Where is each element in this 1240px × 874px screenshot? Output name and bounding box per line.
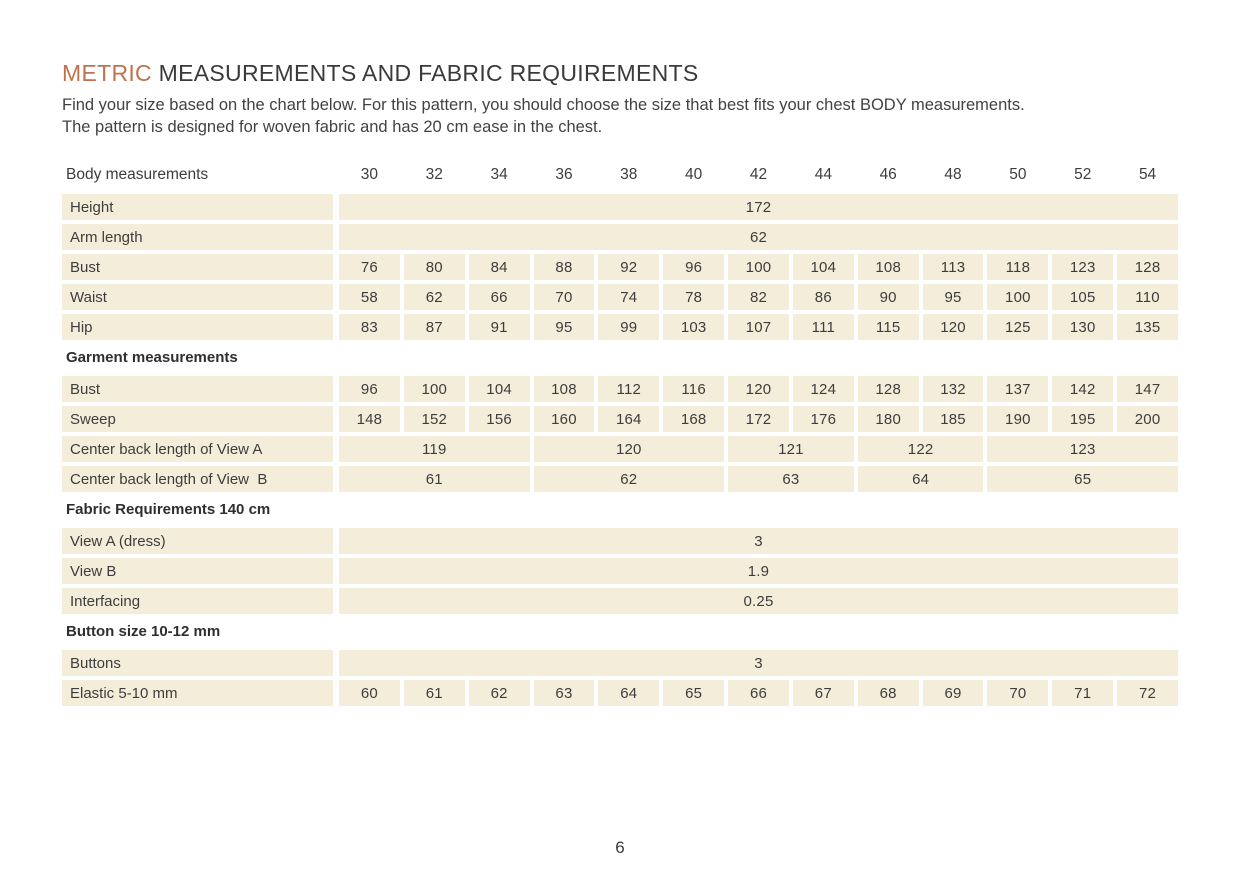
value-cell: 120 (728, 376, 789, 402)
value-cell: 176 (793, 406, 854, 432)
value-cell: 104 (469, 376, 530, 402)
value-cell: 113 (923, 254, 984, 280)
value-cell: 103 (663, 314, 724, 340)
value-cell: 90 (858, 284, 919, 310)
table-row (62, 558, 1178, 584)
value-cell: 69 (923, 680, 984, 706)
value-cell: 180 (858, 406, 919, 432)
value-cell: 83 (339, 314, 400, 340)
value-cell: 100 (404, 376, 465, 402)
value-cell: 120 (923, 314, 984, 340)
table-row (62, 528, 1178, 554)
value-cell: 116 (663, 376, 724, 402)
row-label: Bust (62, 254, 333, 280)
table-row (62, 680, 1178, 706)
value-cell: 164 (598, 406, 659, 432)
value-cell: 135 (1117, 314, 1178, 340)
size-column-header: 52 (1074, 166, 1092, 183)
row-label: Sweep (62, 406, 333, 432)
value-cell: 195 (1052, 406, 1113, 432)
value-cell: 3 (339, 650, 1178, 676)
value-cell: 160 (534, 406, 595, 432)
table-header-row (62, 164, 1178, 186)
value-cell: 168 (663, 406, 724, 432)
row-label: Buttons (62, 650, 333, 676)
row-label: Hip (62, 314, 333, 340)
page-content (62, 58, 1178, 710)
value-cell: 95 (534, 314, 595, 340)
page-number: 6 (615, 838, 625, 857)
row-label: View B (62, 558, 333, 584)
table-row (62, 284, 1178, 310)
value-cell: 108 (534, 376, 595, 402)
value-cell: 3 (339, 528, 1178, 554)
value-cell: 172 (728, 406, 789, 432)
value-cell: 62 (534, 466, 725, 492)
value-cell: 64 (598, 680, 659, 706)
value-cell: 84 (469, 254, 530, 280)
value-cell: 0.25 (339, 588, 1178, 614)
value-cell: 87 (404, 314, 465, 340)
value-cell: 132 (923, 376, 984, 402)
value-cell: 119 (339, 436, 530, 462)
size-column-header: 50 (1009, 166, 1027, 183)
table-row (62, 650, 1178, 676)
value-cell: 66 (469, 284, 530, 310)
value-cell: 142 (1052, 376, 1113, 402)
page-title-rest: MEASUREMENTS AND FABRIC REQUIREMENTS (151, 60, 699, 86)
size-column-header: 44 (814, 166, 832, 183)
value-cell: 105 (1052, 284, 1113, 310)
value-cell: 124 (793, 376, 854, 402)
value-cell: 74 (598, 284, 659, 310)
value-cell: 190 (987, 406, 1048, 432)
size-column-header: 54 (1138, 166, 1157, 183)
value-cell: 61 (339, 466, 530, 492)
value-cell: 82 (728, 284, 789, 310)
value-cell: 1.9 (339, 558, 1178, 584)
size-column-header: 32 (425, 166, 443, 183)
row-label: Center back length of View B (62, 466, 333, 492)
section-heading: Garment measurements (66, 348, 238, 366)
size-column-header: 34 (490, 166, 508, 183)
value-cell: 130 (1052, 314, 1113, 340)
value-cell: 65 (663, 680, 724, 706)
row-label: Elastic 5-10 mm (62, 680, 333, 706)
value-cell: 76 (339, 254, 400, 280)
value-cell: 100 (987, 284, 1048, 310)
intro-paragraph (62, 94, 1178, 138)
value-cell: 58 (339, 284, 400, 310)
table-row (62, 376, 1178, 402)
value-cell: 65 (987, 466, 1178, 492)
value-cell: 115 (858, 314, 919, 340)
page-title-accent: METRIC (62, 60, 152, 86)
value-cell: 111 (793, 314, 854, 340)
table-row (62, 254, 1178, 280)
value-cell: 92 (598, 254, 659, 280)
table-row (62, 314, 1178, 340)
value-cell: 96 (339, 376, 400, 402)
value-cell: 118 (987, 254, 1048, 280)
value-cell: 96 (663, 254, 724, 280)
intro-line-1: Find your size based on the chart below. For this pattern, you should choose the size that best fits your chest BODY measurements. (62, 96, 1025, 114)
page-title (62, 58, 1178, 88)
value-cell: 108 (858, 254, 919, 280)
value-cell: 70 (987, 680, 1048, 706)
value-cell: 107 (728, 314, 789, 340)
value-cell: 152 (404, 406, 465, 432)
value-cell: 120 (534, 436, 725, 462)
row-label: Center back length of View A (62, 436, 333, 462)
intro-line-2: The pattern is designed for woven fabric and has 20 cm ease in the chest. (62, 118, 603, 136)
value-cell: 122 (858, 436, 984, 462)
value-cell: 61 (404, 680, 465, 706)
value-cell: 137 (987, 376, 1048, 402)
size-column-header: 36 (555, 166, 573, 183)
value-cell: 78 (663, 284, 724, 310)
value-cell: 72 (1117, 680, 1178, 706)
size-column-header: 38 (620, 166, 638, 183)
value-cell: 64 (858, 466, 984, 492)
measurement-table (62, 164, 1178, 706)
section-heading: Fabric Requirements 140 cm (66, 500, 271, 518)
table-row (62, 406, 1178, 432)
table-row (62, 436, 1178, 462)
value-cell: 123 (1052, 254, 1113, 280)
value-cell: 60 (339, 680, 400, 706)
value-cell: 172 (339, 194, 1178, 220)
value-cell: 66 (728, 680, 789, 706)
value-cell: 100 (728, 254, 789, 280)
row-label: Height (62, 194, 333, 220)
value-cell: 63 (534, 680, 595, 706)
value-cell: 67 (793, 680, 854, 706)
table-row (62, 588, 1178, 614)
value-cell: 80 (404, 254, 465, 280)
value-cell: 128 (858, 376, 919, 402)
value-cell: 63 (728, 466, 854, 492)
value-cell: 91 (469, 314, 530, 340)
section-heading: Button size 10-12 mm (66, 622, 221, 640)
size-column-header: 42 (749, 166, 768, 183)
value-cell: 70 (534, 284, 595, 310)
value-cell: 88 (534, 254, 595, 280)
value-cell: 99 (598, 314, 659, 340)
size-column-header: 46 (879, 166, 897, 183)
value-cell: 148 (339, 406, 400, 432)
value-cell: 95 (923, 284, 984, 310)
value-cell: 68 (858, 680, 919, 706)
row-label: Waist (62, 284, 333, 310)
value-cell: 104 (793, 254, 854, 280)
value-cell: 156 (469, 406, 530, 432)
size-column-header: 30 (360, 166, 379, 183)
size-column-header: 48 (944, 166, 962, 183)
value-cell: 62 (469, 680, 530, 706)
value-cell: 200 (1117, 406, 1178, 432)
value-cell: 62 (404, 284, 465, 310)
table-header-label: Body measurements (66, 166, 209, 183)
row-label: Interfacing (62, 588, 333, 614)
value-cell: 86 (793, 284, 854, 310)
value-cell: 71 (1052, 680, 1113, 706)
value-cell: 123 (987, 436, 1178, 462)
value-cell: 62 (339, 224, 1178, 250)
value-cell: 110 (1117, 284, 1178, 310)
value-cell: 121 (728, 436, 854, 462)
row-label: Arm length (62, 224, 333, 250)
table-row (62, 466, 1178, 492)
row-label: View A (dress) (62, 528, 333, 554)
size-column-header: 40 (685, 166, 703, 183)
table-row (62, 224, 1178, 250)
table-row (62, 194, 1178, 220)
value-cell: 125 (987, 314, 1048, 340)
value-cell: 128 (1117, 254, 1178, 280)
value-cell: 147 (1117, 376, 1178, 402)
value-cell: 185 (923, 406, 984, 432)
row-label: Bust (62, 376, 333, 402)
value-cell: 112 (598, 376, 659, 402)
